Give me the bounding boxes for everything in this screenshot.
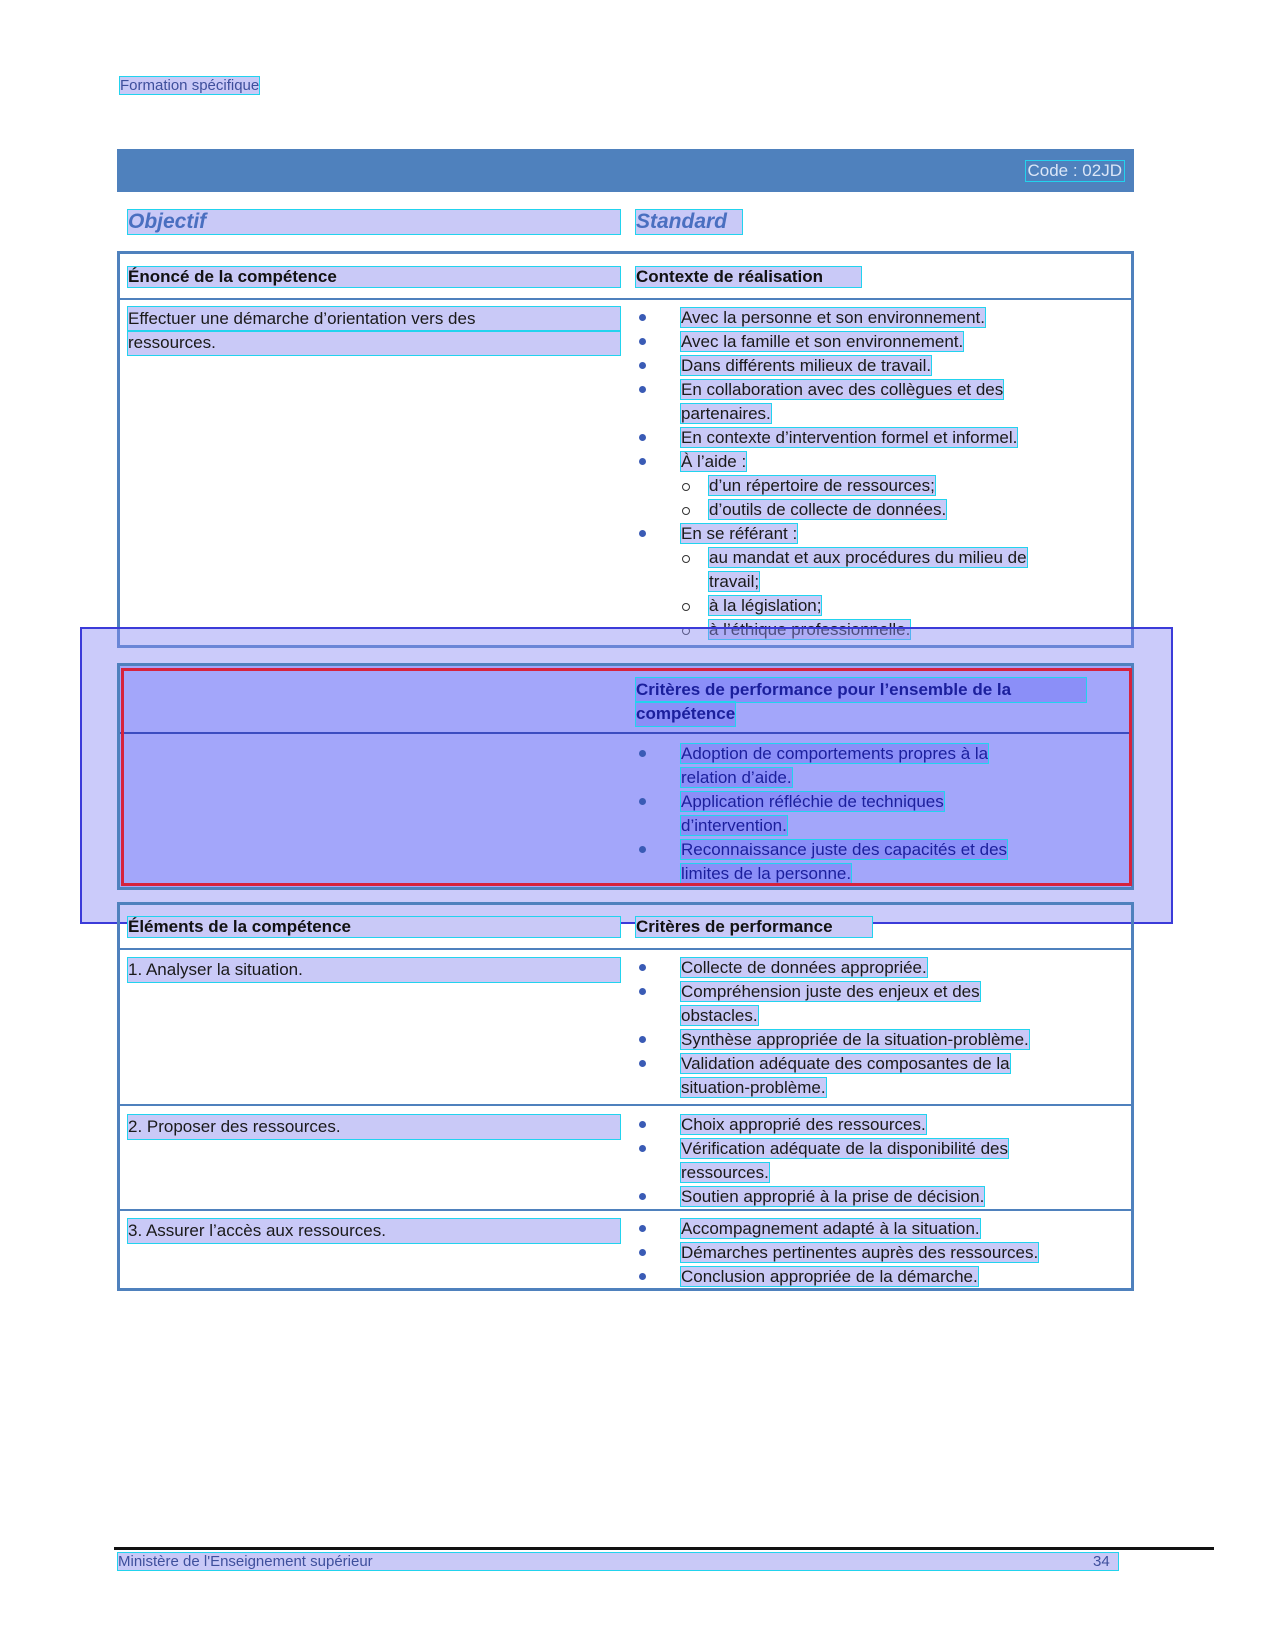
element-3: 3. Assurer l’accès aux ressources. xyxy=(128,1219,620,1243)
element-1: 1. Analyser la situation. xyxy=(128,958,620,982)
section-title-standard: Standard xyxy=(636,210,742,234)
list-item-text: Synthèse appropriée de la situation-problème. xyxy=(681,1030,1029,1049)
list-item xyxy=(636,378,1106,426)
list-item-text: ressources. xyxy=(681,1163,769,1182)
list-item-text: Démarches pertinentes auprès des ressources. xyxy=(681,1243,1039,1262)
elements-heading: Éléments de la compétence xyxy=(128,917,620,937)
list-item-text: Collecte de données appropriée. xyxy=(681,958,927,977)
contexte-list xyxy=(636,306,1106,642)
table-divider xyxy=(120,948,1131,950)
list-item-text: Reconnaissance juste des capacités et des xyxy=(681,840,1008,859)
elements-table xyxy=(117,902,1134,1291)
list-item xyxy=(636,956,1106,980)
bullet-icon xyxy=(636,1028,650,1050)
bullet-icon xyxy=(636,956,650,978)
criteres-heading: Critères de performance xyxy=(636,917,872,937)
element-2: 2. Proposer des ressources. xyxy=(128,1115,620,1139)
code-label: Code : 02JD xyxy=(1027,161,1122,180)
list-item xyxy=(636,546,1106,594)
list-item xyxy=(636,498,1106,522)
list-item-text: Application réfléchie de techniques xyxy=(681,792,944,811)
list-item xyxy=(636,450,1106,474)
list-item xyxy=(636,306,1106,330)
list-item-text: Validation adéquate des composantes de la xyxy=(681,1054,1010,1073)
footer-ministry: Ministère de l'Enseignement supérieur xyxy=(118,1553,1118,1570)
enonce-line: Effectuer une démarche d’orientation vers des xyxy=(128,307,620,331)
contexte-heading: Contexte de réalisation xyxy=(636,267,861,287)
list-item xyxy=(636,1265,1116,1289)
list-item-text: d’intervention. xyxy=(681,816,787,835)
bullet-icon xyxy=(636,522,650,544)
row-divider xyxy=(120,1209,1131,1211)
list-item xyxy=(636,522,1106,546)
table-divider xyxy=(120,298,1131,300)
bullet-icon xyxy=(636,450,650,472)
heading-line: Critères de performance pour l’ensemble de la xyxy=(636,678,1086,702)
list-item-text: Choix approprié des ressources. xyxy=(681,1115,926,1134)
list-item-text: d’un répertoire de ressources; xyxy=(709,476,935,495)
section-title-objectif: Objectif xyxy=(128,210,620,234)
list-item xyxy=(636,1137,1106,1185)
criteria-list-2 xyxy=(636,1113,1106,1209)
list-item-text: Avec la personne et son environnement. xyxy=(681,308,985,327)
bullet-icon xyxy=(636,1137,650,1159)
list-item-text: à l’éthique professionnelle. xyxy=(709,620,911,639)
running-head: Formation spécifique xyxy=(120,77,260,94)
footer-rule xyxy=(114,1547,1214,1550)
bullet-icon xyxy=(636,306,650,328)
row-divider xyxy=(120,1104,1131,1106)
list-item-text: Dans différents milieux de travail. xyxy=(681,356,932,375)
bullet-icon xyxy=(636,1241,650,1263)
list-item-text: En contexte d’intervention formel et informel. xyxy=(681,428,1018,447)
bullet-icon xyxy=(636,1052,650,1074)
list-item-text: travail; xyxy=(709,572,760,591)
list-item-text: Soutien approprié à la prise de décision. xyxy=(681,1187,985,1206)
heading-line: compétence xyxy=(636,702,735,726)
bullet-icon xyxy=(636,378,650,400)
list-item xyxy=(636,1217,1116,1241)
list-item-text: d’outils de collecte de données. xyxy=(709,500,947,519)
bullet-icon xyxy=(636,426,650,448)
bullet-icon xyxy=(636,1217,650,1239)
list-item-text: partenaires. xyxy=(681,404,771,423)
list-item xyxy=(636,474,1106,498)
enonce-heading: Énoncé de la compétence xyxy=(128,267,620,287)
list-item xyxy=(636,426,1106,450)
list-item-text: Compréhension juste des enjeux et des xyxy=(681,982,980,1001)
list-item xyxy=(636,1185,1106,1209)
list-item-text: Avec la famille et son environnement. xyxy=(681,332,964,351)
competence-table xyxy=(117,251,1134,648)
criteria-list-3 xyxy=(636,1217,1116,1289)
list-item xyxy=(636,330,1106,354)
list-item-text: En collaboration avec des collègues et des xyxy=(681,380,1004,399)
list-item xyxy=(636,1113,1106,1137)
page-number: 34 xyxy=(1093,1553,1110,1570)
list-item-text: relation d’aide. xyxy=(681,768,792,787)
circle-bullet-icon xyxy=(680,546,692,568)
list-item xyxy=(636,1052,1106,1100)
list-item xyxy=(636,980,1106,1028)
list-item-text: Conclusion appropriée de la démarche. xyxy=(681,1267,978,1286)
list-item-text: limites de la personne. xyxy=(681,864,852,883)
list-item xyxy=(636,594,1106,618)
circle-bullet-icon xyxy=(680,594,692,616)
enonce-line: ressources. xyxy=(128,331,620,355)
list-item-text: à la législation; xyxy=(709,596,822,615)
list-item xyxy=(636,1241,1116,1265)
list-item-text: au mandat et aux procédures du milieu de xyxy=(709,548,1027,567)
circle-bullet-icon xyxy=(680,474,692,496)
list-item-text: obstacles. xyxy=(681,1006,758,1025)
list-item xyxy=(636,354,1106,378)
code-bar xyxy=(117,149,1134,192)
circle-bullet-icon xyxy=(680,498,692,520)
list-item-text: Adoption de comportements propres à la xyxy=(681,744,989,763)
criteria-list-1 xyxy=(636,956,1106,1100)
bullet-icon xyxy=(636,980,650,1002)
list-item-text: En se référant : xyxy=(681,524,798,543)
bullet-icon xyxy=(636,1185,650,1207)
bullet-icon xyxy=(636,354,650,376)
list-item-text: À l’aide : xyxy=(681,452,747,471)
bullet-icon xyxy=(636,1113,650,1135)
focus-outline xyxy=(121,668,1132,886)
bullet-icon xyxy=(636,330,650,352)
enonce-text xyxy=(128,307,620,355)
list-item-text: Accompagnement adapté à la situation. xyxy=(681,1219,980,1238)
list-item-text: Vérification adéquate de la disponibilité des xyxy=(681,1139,1009,1158)
list-item-text: situation-problème. xyxy=(681,1078,826,1097)
list-item xyxy=(636,1028,1106,1052)
bullet-icon xyxy=(636,1265,650,1287)
